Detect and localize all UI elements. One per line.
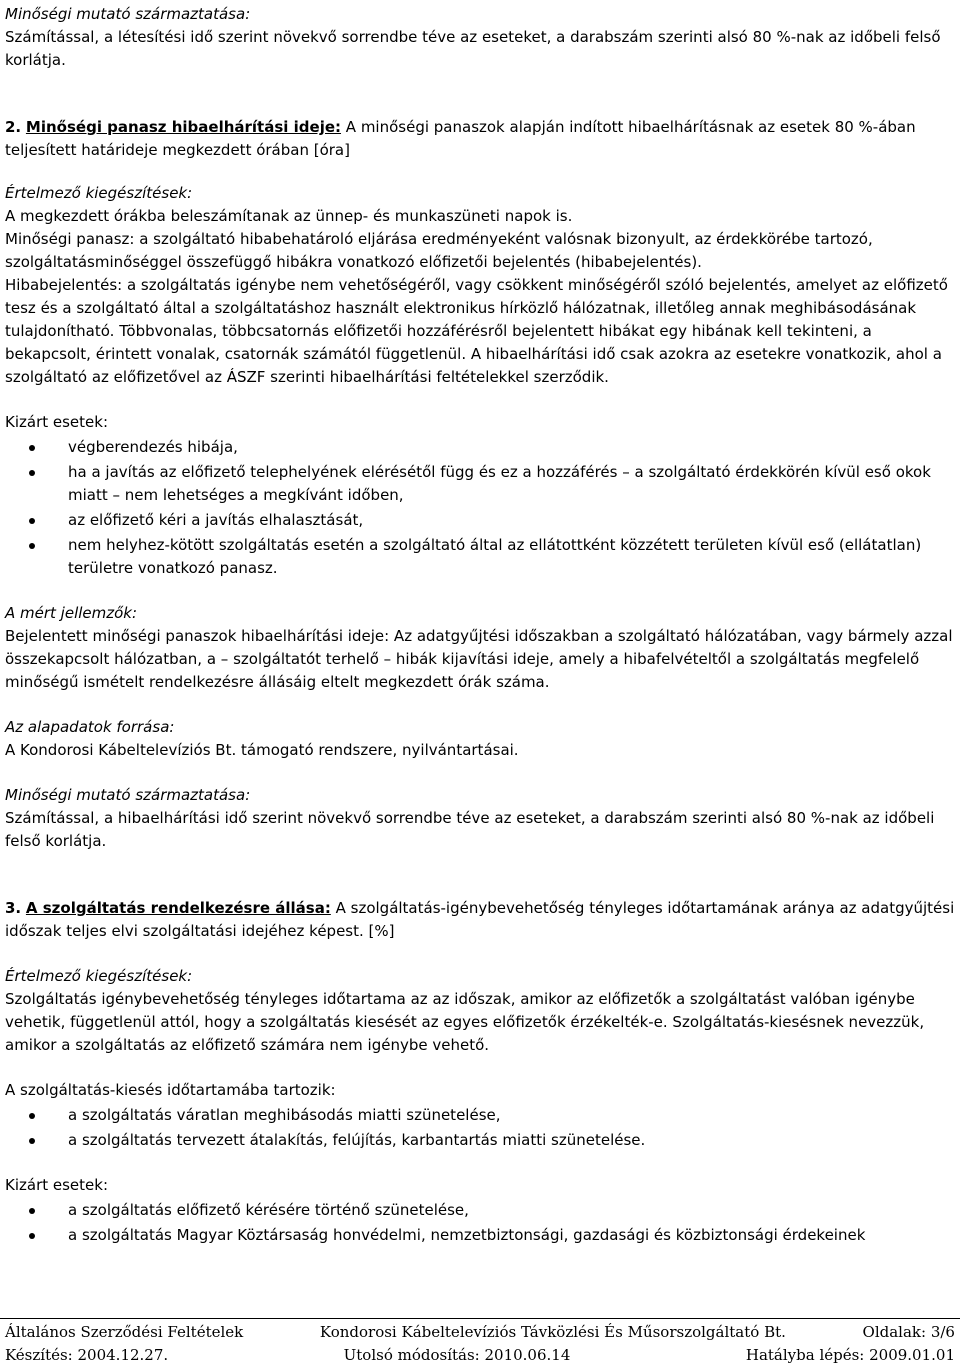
footer-created: Készítés: 2004.12.27. [5,1346,169,1364]
s3-kieses-list [5,1104,955,1152]
document-page [5,3,955,1247]
s2-ert-label: Értelmező kiegészítések: [5,184,193,202]
s2-mert-text: Bejelentett minőségi panaszok hibaelhárítási ideje: Az adatgyűjtési időszakban a szolgáltató hálózatában, vagy bármely azzal összekapcsolt hálózatban, a – szolgáltatót terhelő – hibák kijavítási ideje, amely a hibafelvételtől a szolgáltatás megfelelő minőségű ismételt rendelkezésre állásáig eltelt megkezdett órák száma. [5,627,953,691]
list-item: a szolgáltatás Magyar Köztársaság honvédelmi, nemzetbiztonsági, gazdasági és közbiztonsági érdekeinek [5,1224,955,1247]
s2-szarm-label: Minőségi mutató származtatása: [5,786,251,804]
footer-effective: Hatályba lépés: 2009.01.01 [745,1346,955,1364]
s2-intro: A minőségi panaszok alapján indított hibaelhárításnak az esetek 80 %-ában teljesített határideje megkezdett órában [óra] [5,118,916,159]
s2-forras-label: Az alapadatok forrása: [5,718,175,736]
footer-page-count: Oldalak: 3/6 [862,1323,955,1341]
list-item: nem helyhez-kötött szolgáltatás esetén a szolgáltató által az ellátottként közzétett területen kívül eső (ellátatlan) területre vonatkozó panasz. [5,534,955,580]
s2-mert-label: A mért jellemzők: [5,604,138,622]
footer-row-2 [0,1342,960,1365]
s3-ert-label: Értelmező kiegészítések: [5,967,193,985]
s2-ert-1: A megkezdett órákba beleszámítanak az ünnep- és munkaszüneti napok is. [5,207,573,225]
s3-title: A szolgáltatás rendelkezésre állása: [25,899,331,917]
list-item: a szolgáltatás váratlan meghibásodás miatti szünetelése, [5,1104,955,1127]
footer-row-1 [0,1319,960,1342]
s2-kizart-list [5,436,955,580]
s1-label: Minőségi mutató származtatása: [5,5,251,23]
s3-kizart-list [5,1199,955,1247]
s2-ert-2: Minőségi panasz: a szolgáltató hibabehatároló eljárása eredményeként valósnak bizonyult, az érdekkörébe tartozó, szolgáltatásminőséggel összefüggő hibákra vonatkozó előfizetői bejelentés (hibabejelentés). [5,230,873,271]
list-item: a szolgáltatás előfizető kérésére történő szünetelése, [5,1199,955,1222]
list-item: a szolgáltatás tervezett átalakítás, felújítás, karbantartás miatti szünetelése. [5,1129,955,1152]
s3-number: 3. [5,899,22,917]
s2-heading [5,116,955,162]
s3-ert-text: Szolgáltatás igénybevehetőség tényleges időtartama az az időszak, amikor az előfizetők a szolgáltatást valóban igénybe vehetik, függetlenül attól, hogy a szolgáltatás kiesését az egyes előfizetők érzékelték-e. Szolgáltatás-kiesésnek nevezzük, amikor a szolgáltatás az előfizető számára nem igénybe vehető. [5,990,925,1054]
s3-intro: A szolgáltatás-igénybevehetőség tényleges időtartamának aránya az adatgyűjtési időszak teljes elvi szolgáltatási idejéhez képest. [%] [5,899,955,940]
list-item: az előfizető kéri a javítás elhalasztását, [5,509,955,532]
footer-company: Kondorosi Kábeltelevíziós Távközlési És Műsorszolgáltató Bt. [319,1323,786,1341]
list-item: ha a javítás az előfizető telephelyének elérésétől függ és ez a hozzáférés – a szolgáltató érdekkörén kívül eső okok miatt – nem lehetséges a megkívánt időben, [5,461,955,507]
footer-doc-title: Általános Szerződési Feltételek [5,1323,244,1341]
s3-kieses-label: A szolgáltatás-kiesés időtartamába tartozik: [5,1081,336,1099]
s2-ert-3: Hibabejelentés: a szolgáltatás igénybe nem vehetőségéről, vagy csökkent minőségéről szóló bejelentés, amelyet az előfizető tesz és a szolgáltató által a szolgáltatáshoz használt elektronikus hírközlő hálózatnak, illetőleg annak meghibásodásának tulajdonítható. Többvonalas, többcsatornás előfizetői hozzáférésről bejelentett hibákat egy hibának kell tekinteni, a bekapcsolt, érintett vonalak, csatornák számától függetlenül. A hibaelhárítási idő csak azokra az esetekre vonatkozik, ahol a szolgáltató az előfizetővel az ÁSZF szerinti hibaelhárítási feltételekkel szerződik. [5,276,948,386]
s3-heading [5,897,955,943]
s2-title: Minőségi panasz hibaelhárítási ideje: [25,118,342,136]
s3-kizart-label: Kizárt esetek: [5,1176,109,1194]
page-footer [0,1318,960,1365]
s1-text: Számítással, a létesítési idő szerint növekvő sorrendbe téve az eseteket, a darabszám szerinti alsó 80 %-nak az időbeli felső korlátja. [5,28,941,69]
s2-number: 2. [5,118,22,136]
s2-forras-text: A Kondorosi Kábeltelevíziós Bt. támogató rendszere, nyilvántartásai. [5,741,519,759]
list-item: végberendezés hibája, [5,436,955,459]
s2-kizart-label: Kizárt esetek: [5,413,109,431]
footer-modified: Utolsó módosítás: 2010.06.14 [343,1346,571,1364]
s2-szarm-text: Számítással, a hibaelhárítási idő szerint növekvő sorrendbe téve az eseteket, a darabszám szerinti alsó 80 %-nak az időbeli felső korlátja. [5,809,935,850]
